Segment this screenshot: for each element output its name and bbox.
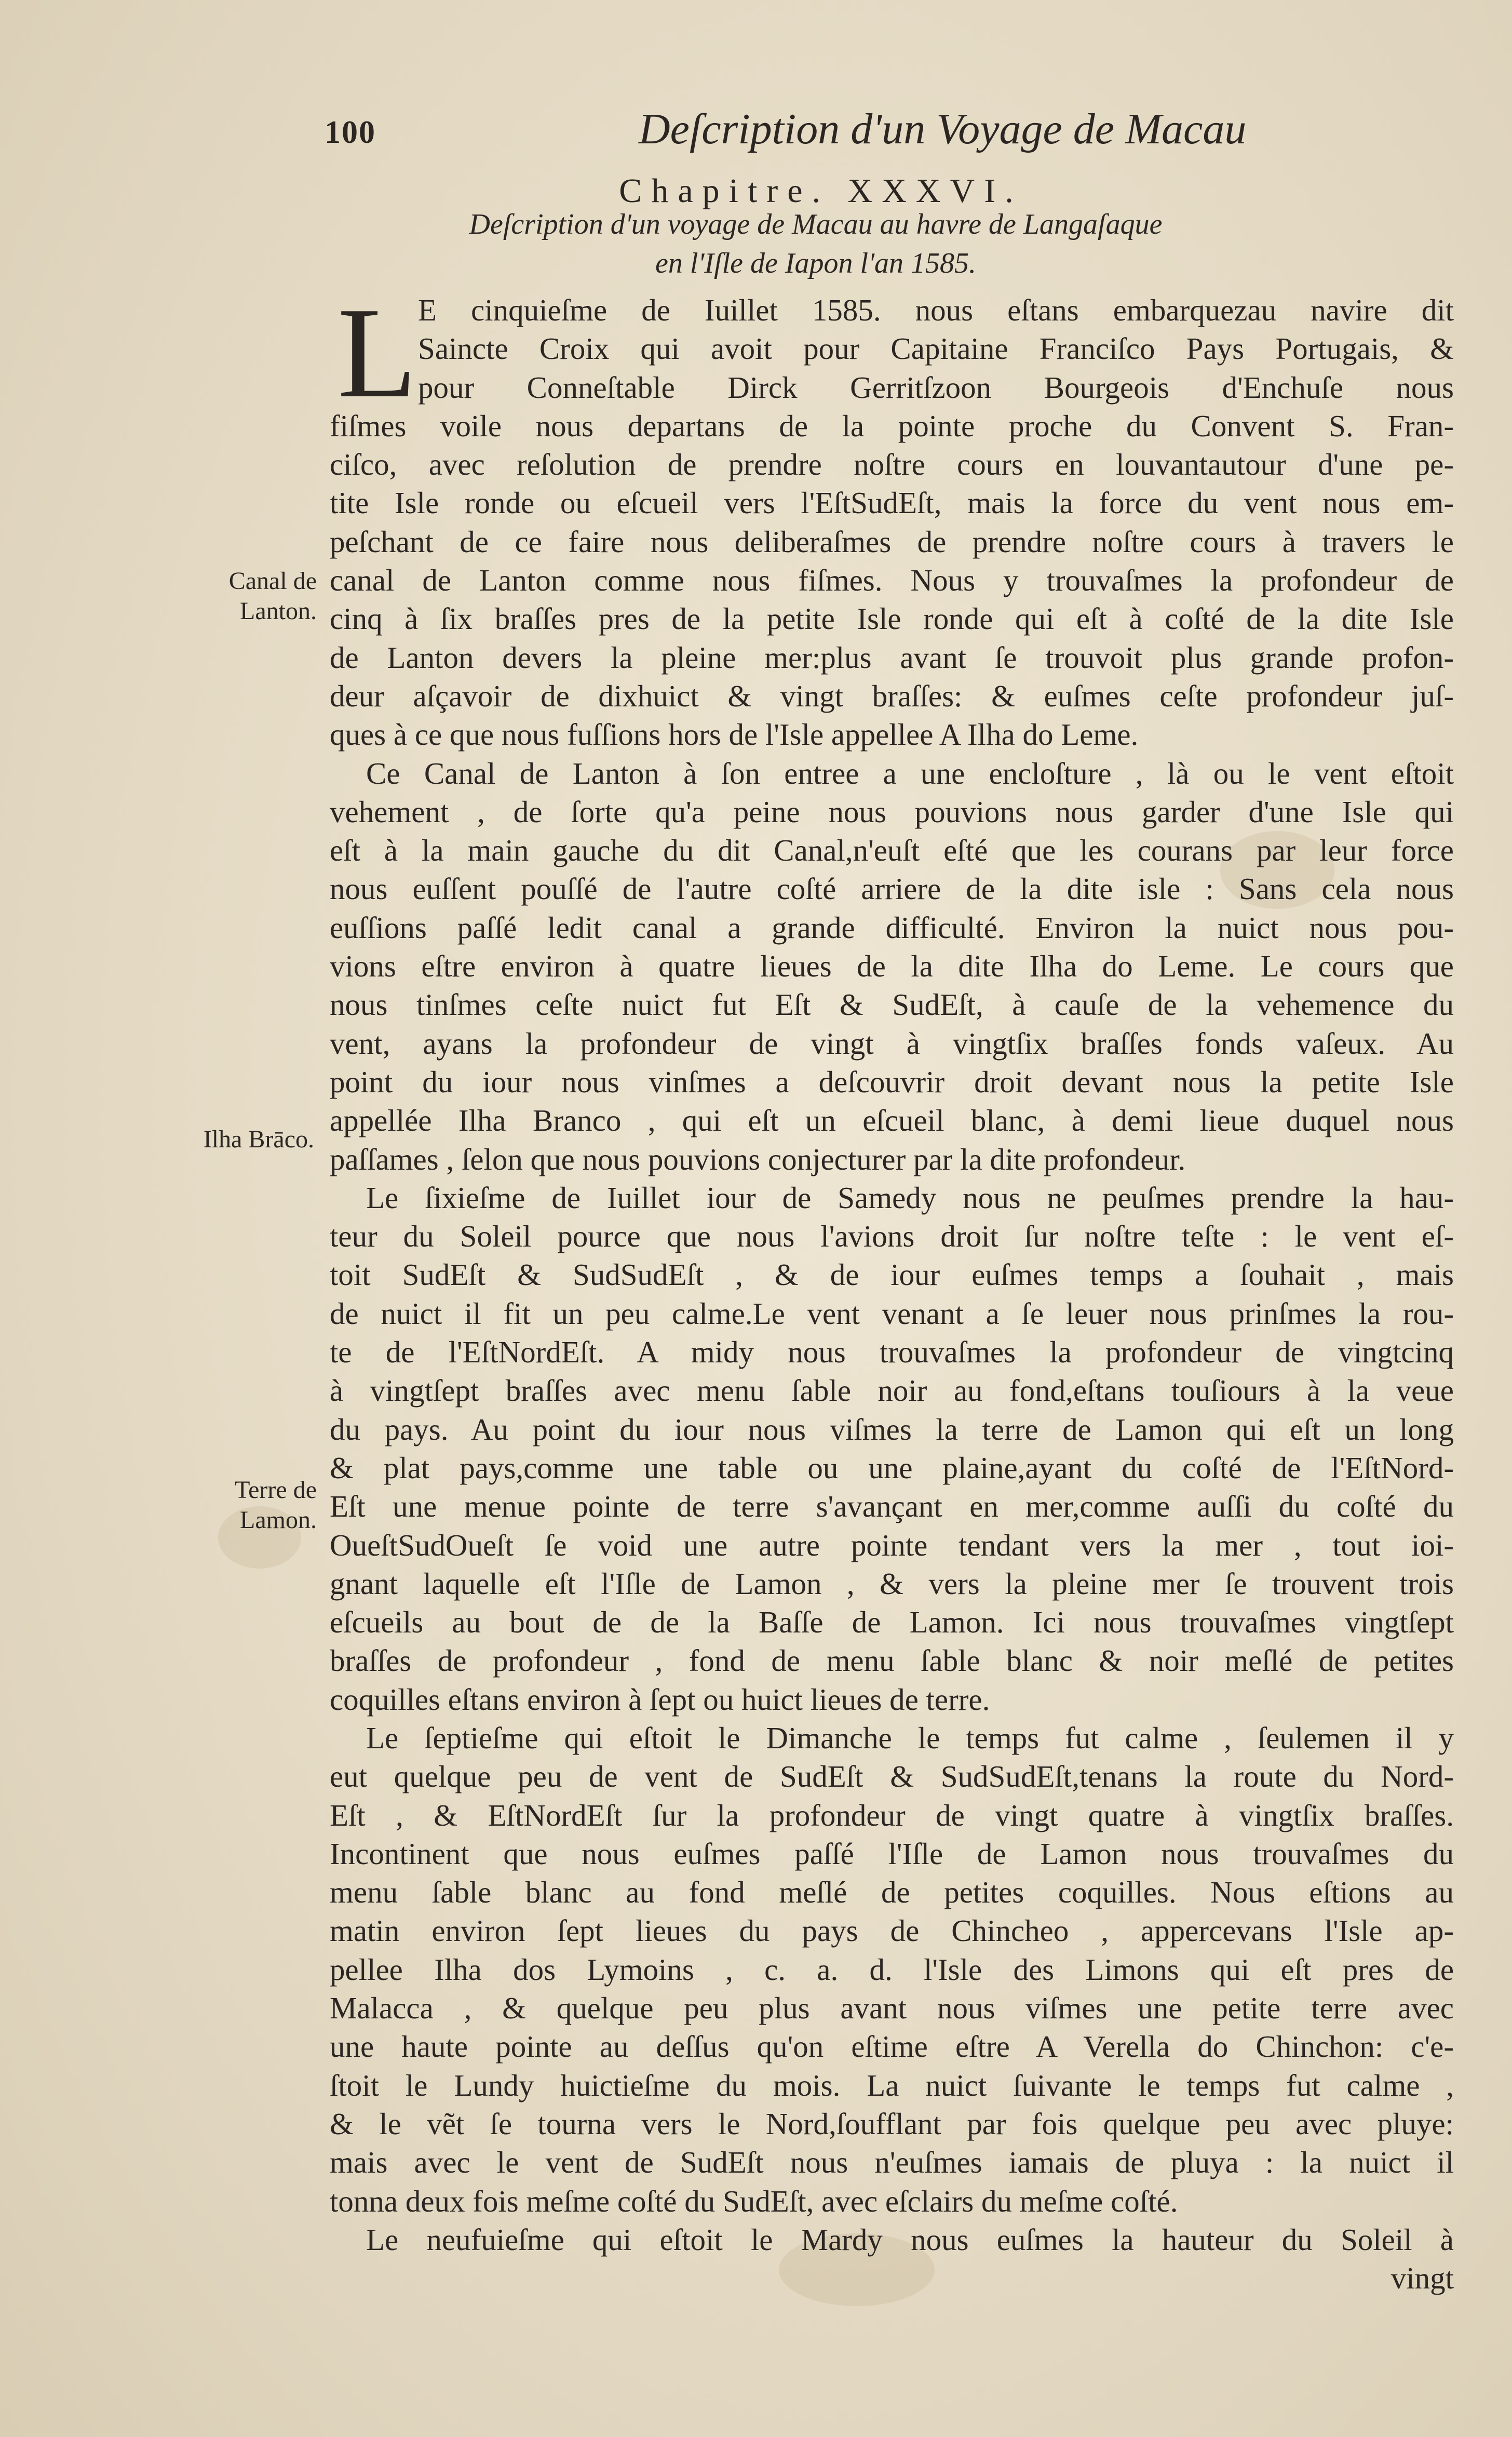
text-line: paſſames , ſelon que nous pouvions conjecturer par la dite profondeur.: [330, 1142, 1186, 1176]
text-line: Le ſeptieſme qui eſtoit le Dimanche le temps fut calme , ſeulemen il y: [366, 1720, 1454, 1755]
text-line: Saincte Croix qui avoit pour Capitaine Franciſco Pays Portugais, &: [418, 331, 1454, 366]
text-line: OueſtSudOueſt ſe void une autre pointe tendant vers la mer , tout ioi-: [330, 1528, 1454, 1562]
text-line: peſchant de ce faire nous deliberaſmes de prendre noſtre cours à travers le: [330, 524, 1454, 559]
text-line: tonna deux fois meſme coſté du SudEſt, avec eſclairs du meſme coſté.: [330, 2184, 1178, 2218]
chapter-subtitle-date: en l'Iſle de Iapon l'an 1585.: [655, 247, 977, 279]
text-line: Eſt une menue pointe de terre s'avançant en mer,comme auſſi du coſté du: [330, 1489, 1454, 1524]
text-line: Le ſixieſme de Iuillet iour de Samedy nous ne peuſmes prendre la hau-: [366, 1180, 1454, 1215]
text-line: vions eſtre environ à quatre lieues de la dite Ilha do Leme. Le cours que: [330, 949, 1454, 984]
text-line: ques à ce que nous fuſſions hors de l'Isle appellee A Ilha do Leme.: [330, 717, 1139, 752]
text-line: braſſes de profondeur , fond de menu ſable blanc & noir meſlé de petites: [330, 1643, 1454, 1678]
text-line: matin environ ſept lieues du pays de Chincheo , appercevans l'Isle ap-: [330, 1913, 1454, 1948]
text-line: canal de Lanton comme nous fiſmes. Nous y trouvaſmes la profondeur de: [330, 563, 1454, 598]
text-line: point du iour nous vinſmes a deſcouvrir droit devant nous la petite Isle: [330, 1064, 1454, 1099]
margin-note-line: Canal de: [228, 567, 317, 595]
text-line: Eſt , & EſtNordEſt ſur la profondeur de vingt quatre à vingtſix braſſes.: [330, 1798, 1454, 1832]
text-line: eut quelque peu de vent de SudEſt & SudSudEſt,tenans la route du Nord-: [330, 1759, 1454, 1794]
text-line: nous euſſent pouſſé de l'autre coſté arriere de la dite isle : Sans cela nous: [330, 872, 1454, 906]
text-line: cinq à ſix braſſes pres de la petite Isle ronde qui eſt à coſté de la dite Isle: [330, 601, 1454, 636]
text-line: gnant laquelle eſt l'Iſle de Lamon , & vers la pleine mer ſe trouvent trois: [330, 1566, 1454, 1601]
text-line: euſſions paſſé ledit canal a grande difficulté. Environ la nuict nous pou-: [330, 910, 1454, 945]
page-number: 100: [325, 115, 376, 150]
text-line: te de l'EſtNordEſt. A midy nous trouvaſmes la profondeur de vingtcinq: [330, 1335, 1454, 1370]
text-line: vehement , de ſorte qu'a peine nous pouvions nous garder d'une Isle qui: [330, 794, 1454, 829]
margin-note-line: Lamon.: [240, 1506, 317, 1534]
text-line: coquilles eſtans environ à ſept ou huict lieues de terre.: [330, 1682, 990, 1717]
text-line: menu ſable blanc au fond meſlé de petites coquilles. Nous eſtions au: [330, 1875, 1454, 1910]
body-text: [330, 291, 1454, 2297]
margin-note-canal-de-lanton: [182, 566, 317, 626]
text-line: à vingtſept braſſes avec menu ſable noir au fond,eſtans touſiours à la veue: [330, 1373, 1454, 1408]
running-title: Deſcription d'un Voyage de Macau: [639, 105, 1247, 153]
text-line: pellee Ilha dos Lymoins , c. a. d. l'Isle des Limons qui eſt pres de: [330, 1952, 1454, 1987]
text-line: du pays. Au point du iour nous viſmes la terre de Lamon qui eſt un long: [330, 1412, 1454, 1447]
text-line: & le vẽt ſe tourna vers le Nord,ſoufflant par fois quelque peu avec pluye:: [330, 2106, 1454, 2141]
text-line: Ce Canal de Lanton à ſon entree a une encloſture , là ou le vent eſtoit: [366, 756, 1454, 791]
margin-note-terre-de-lamon: [182, 1475, 317, 1535]
text-line: de nuict il fit un peu calme.Le vent venant a ſe leuer nous prinſmes la rou-: [330, 1296, 1454, 1331]
text-line: eſt à la main gauche du dit Canal,n'euſt eſté que les courans par leur force: [330, 833, 1454, 868]
text-line: appellée Ilha Branco , qui eſt un eſcueil blanc, à demi lieue duquel nous: [330, 1103, 1454, 1138]
text-line: teur du Soleil pource que nous l'avions droit ſur noſtre teſte : le vent eſ-: [330, 1219, 1454, 1254]
text-line: de Lanton devers la pleine mer:plus avant ſe trouvoit plus grande profon-: [330, 640, 1454, 675]
text-line: fiſmes voile nous departans de la pointe proche du Convent S. Fran-: [330, 408, 1454, 443]
chapter-heading: Chapitre. XXXVI.: [619, 172, 1023, 210]
drop-capital: L: [338, 281, 417, 425]
text-line: deur aſçavoir de dixhuict & vingt braſſes: & euſmes ceſte profondeur juſ-: [330, 678, 1454, 713]
margin-note-line: Terre de: [235, 1476, 317, 1504]
text-line: ciſco, avec reſolution de prendre noſtre cours en louvantautour d'une pe-: [330, 447, 1454, 482]
margin-note-line: Lanton.: [240, 597, 317, 625]
text-line: pour Conneſtable Dirck Gerritſzoon Bourgeois d'Enchuſe nous: [418, 370, 1454, 405]
text-line: toit SudEſt & SudSudEſt , & de iour euſmes temps a ſouhait , mais: [330, 1257, 1454, 1292]
text-line: mais avec le vent de SudEſt nous n'euſmes iamais de pluya : la nuict il: [330, 2145, 1454, 2180]
text-line: nous tinſmes ceſte nuict fut Eſt & SudEſt, à cauſe de la vehemence du: [330, 987, 1454, 1022]
margin-note-ilha-branco: [179, 1124, 314, 1155]
text-line: eſcueils au bout de de la Baſſe de Lamon. Ici nous trouvaſmes vingtſept: [330, 1605, 1454, 1640]
text-line: tite Isle ronde ou eſcueil vers l'EſtSudEſt, mais la force du vent nous em-: [330, 486, 1454, 520]
text-line: Le neufuieſme qui eſtoit le Mardy nous euſmes la hauteur du Soleil à: [366, 2222, 1454, 2257]
text-line: E cinquieſme de Iuillet 1585. nous eſtans embarquezau navire dit: [418, 293, 1454, 327]
margin-note-line: Ilha Brāco.: [203, 1126, 314, 1153]
text-line: Malacca , & quelque peu plus avant nous viſmes une petite terre avec: [330, 1991, 1454, 2026]
text-line: & plat pays,comme une table ou une plaine,ayant du coſté de l'EſtNord-: [330, 1450, 1454, 1485]
text-line: une haute pointe au deſſus qu'on eſtime eſtre A Verella do Chinchon: c'e-: [330, 2029, 1454, 2064]
text-line: Incontinent que nous euſmes paſſé l'Iſle de Lamon nous trouvaſmes du: [330, 1836, 1454, 1871]
chapter-subtitle: Deſcription d'un voyage de Macau au havre de Langaſaque: [469, 208, 1163, 240]
catchword: vingt: [1391, 2261, 1454, 2296]
text-line: ſtoit le Lundy huictieſme du mois. La nuict ſuivante le temps fut calme ,: [330, 2068, 1454, 2103]
text-line: vent, ayans la profondeur de vingt à vingtſix braſſes fonds vaſeux. Au: [330, 1026, 1454, 1061]
